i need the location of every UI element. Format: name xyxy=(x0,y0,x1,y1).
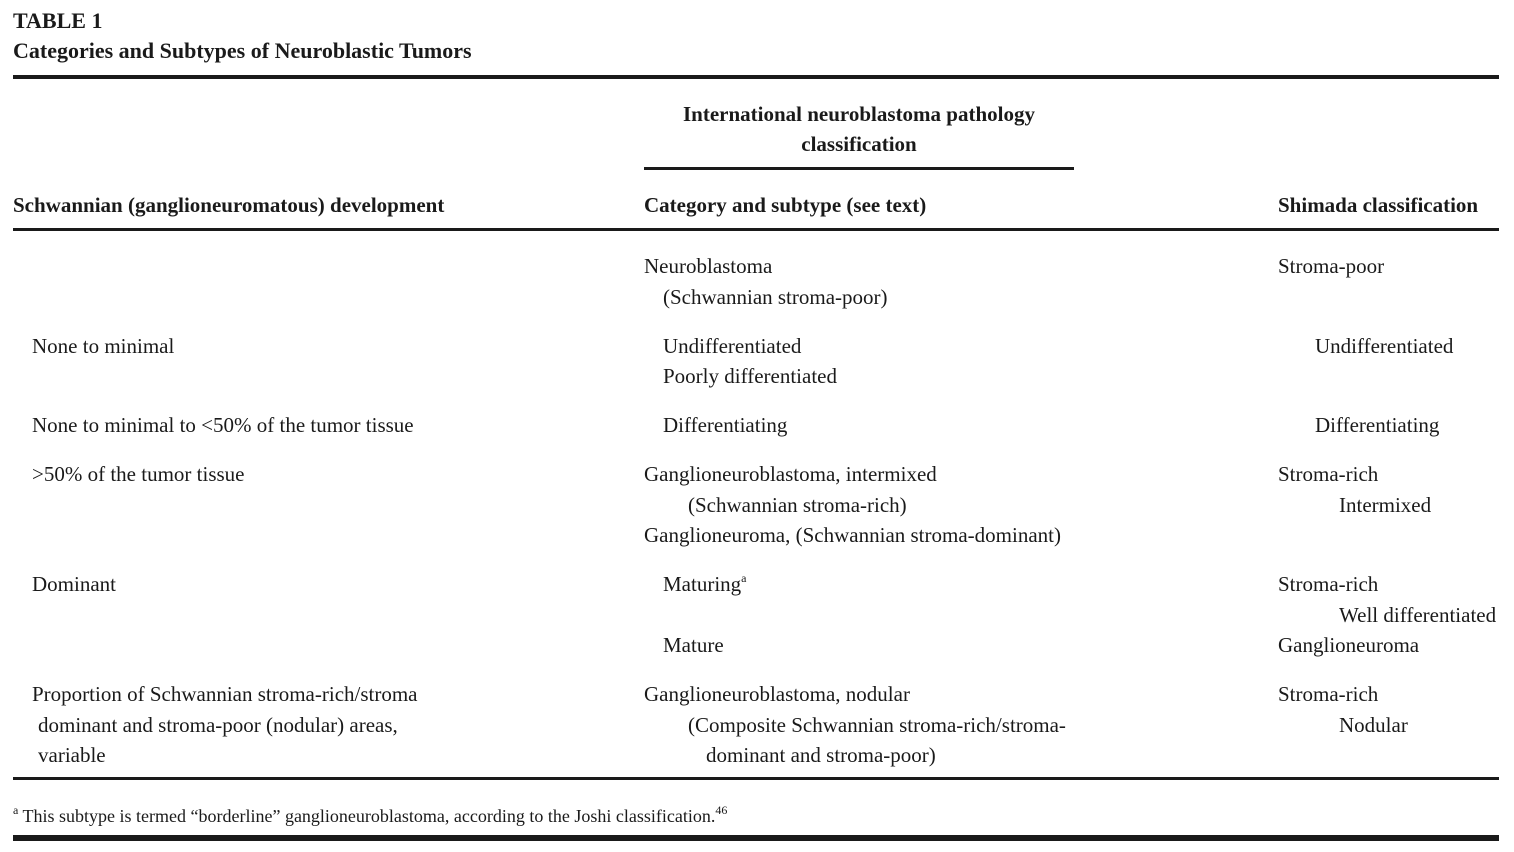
row1-category: Neuroblastoma xyxy=(644,254,773,278)
row6-shimada-sub: Nodular xyxy=(1339,713,1408,737)
row6-shimada: Stroma-rich xyxy=(1278,682,1379,706)
row5-subtype-maturing-text: Maturing xyxy=(663,572,742,596)
row3-development: None to minimal to <50% of the tumor tissue xyxy=(32,413,414,437)
footnote xyxy=(13,803,727,829)
column-header-development: Schwannian (ganglioneuromatous) development xyxy=(13,193,445,217)
bottom-rule xyxy=(13,777,1499,780)
top-rule xyxy=(13,75,1499,79)
row2-subtype-poorly: Poorly differentiated xyxy=(663,364,837,388)
row4-shimada-sub: Intermixed xyxy=(1339,493,1432,517)
row6-category: Ganglioneuroblastoma, nodular xyxy=(644,682,910,706)
footnote-text: This subtype is termed “borderline” ganglioneuroblastoma, according to the Joshi classification. xyxy=(22,806,716,826)
table-label: TABLE 1 xyxy=(13,8,103,33)
row5-shimada: Stroma-rich xyxy=(1278,572,1379,596)
row5-development: Dominant xyxy=(32,572,116,596)
row5-subtype-mature: Mature xyxy=(663,633,724,657)
row4-category-sub: (Schwannian stroma-rich) xyxy=(688,493,907,517)
column-header-shimada: Shimada classification xyxy=(1278,193,1479,217)
row1-shimada: Stroma-poor xyxy=(1278,254,1385,278)
row6-category-sub2: dominant and stroma-poor) xyxy=(706,743,936,767)
row3-shimada: Differentiating xyxy=(1315,413,1440,437)
header-rule xyxy=(13,228,1499,231)
spanner-header-line1: International neuroblastoma pathology xyxy=(683,102,1035,126)
footnote-mark-a: a xyxy=(741,571,747,585)
row1-category-sub: (Schwannian stroma-poor) xyxy=(663,285,888,309)
row4-category-ganglioneuroma: Ganglioneuroma, (Schwannian stroma-dominant) xyxy=(644,523,1061,547)
page-bottom-rule xyxy=(13,835,1499,841)
row2-shimada: Undifferentiated xyxy=(1315,334,1454,358)
row6-category-sub1: (Composite Schwannian stroma-rich/stroma- xyxy=(688,713,1066,737)
footnote-reference: 46 xyxy=(715,803,728,817)
row4-development: >50% of the tumor tissue xyxy=(32,462,245,486)
row2-development: None to minimal xyxy=(32,334,175,358)
row5-shimada-ganglioneuroma: Ganglioneuroma xyxy=(1278,633,1420,657)
row2-subtype-undifferentiated: Undifferentiated xyxy=(663,334,802,358)
footnote-marker: a xyxy=(13,803,19,817)
row3-subtype: Differentiating xyxy=(663,413,788,437)
table-title: Categories and Subtypes of Neuroblastic Tumors xyxy=(13,38,472,63)
row4-shimada: Stroma-rich xyxy=(1278,462,1379,486)
row6-development-line3: variable xyxy=(38,743,106,767)
spanner-header-line2: classification xyxy=(801,132,917,156)
row6-development-line2: dominant and stroma-poor (nodular) areas, xyxy=(38,713,398,737)
row5-subtype-maturing xyxy=(663,569,746,599)
row4-category: Ganglioneuroblastoma, intermixed xyxy=(644,462,937,486)
row6-development-line1: Proportion of Schwannian stroma-rich/stroma xyxy=(32,682,418,706)
spanner-rule xyxy=(644,167,1074,170)
row5-shimada-sub: Well differentiated xyxy=(1339,603,1497,627)
column-header-category: Category and subtype (see text) xyxy=(644,193,927,217)
